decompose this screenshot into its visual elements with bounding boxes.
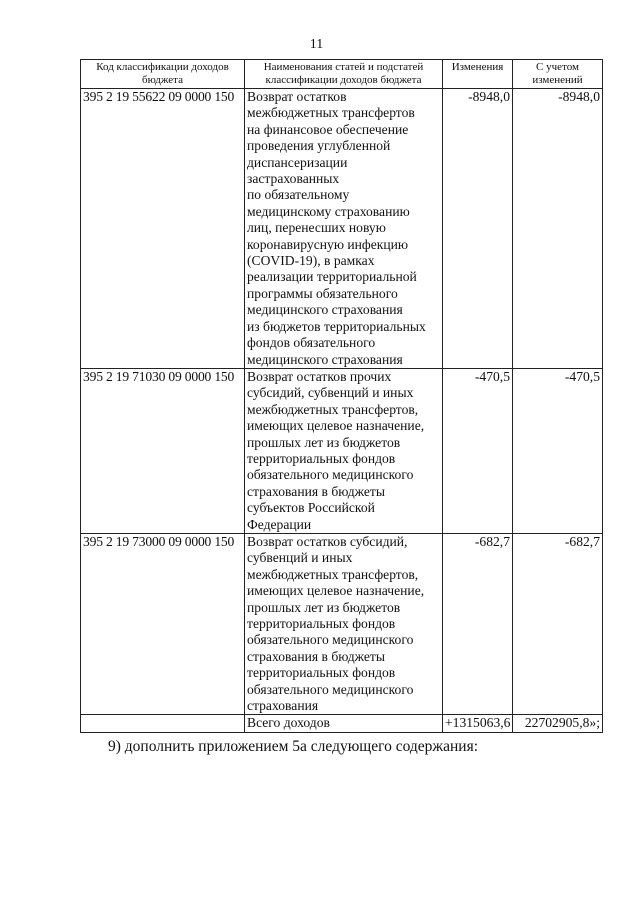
total-value: 22702905,8»;: [513, 715, 603, 732]
row-name-line: прошлых лет из бюджетов: [247, 434, 401, 450]
row-name-line: территориальных фондов: [247, 665, 396, 681]
table-row: [81, 533, 603, 714]
row-name-line: субъектов Российской: [247, 500, 375, 516]
page-number: 11: [309, 37, 324, 52]
total-label: Всего доходов: [245, 715, 443, 732]
row-name-line: межбюджетных трансфертов,: [247, 401, 419, 417]
row-name-line: диспансеризации: [247, 154, 348, 170]
row-name-line: субсидий, субвенций и иных: [247, 385, 414, 401]
row-name-line: обязательного медицинского: [247, 632, 414, 648]
row-name-line: лиц, перенесших новую: [247, 220, 386, 236]
header-total: С учетом изменений: [513, 60, 603, 89]
row-name-line: застрахованных: [247, 171, 340, 187]
row-name-line: обязательного медицинского: [247, 467, 414, 483]
row-name-line: (COVID-19), в рамках: [247, 253, 375, 269]
row-total: -8948,0: [513, 89, 603, 369]
row-name-line: на финансовое обеспечение: [247, 121, 409, 137]
row-name-line: страхования в бюджеты: [247, 648, 385, 664]
row-name-line: медицинскому страхованию: [247, 203, 410, 219]
row-name-line: Возврат остатков субсидий,: [247, 533, 408, 549]
row-name-line: проведения углубленной: [247, 138, 391, 154]
row-change: -682,7: [443, 533, 513, 714]
table-total-row: [81, 715, 603, 732]
row-name-line: территориальных фондов: [247, 450, 396, 466]
row-name-line: медицинского страхования: [247, 302, 403, 318]
total-change: +1315063,6: [443, 715, 513, 732]
table-row: [81, 89, 603, 369]
row-name-line: коронавирусную инфекцию: [247, 236, 409, 252]
row-name-line: фондов обязательного: [247, 335, 376, 351]
revenue-changes-table: [80, 59, 603, 733]
row-name-line: межбюджетных трансфертов,: [247, 566, 419, 582]
header-name: Наименования статей и подстатей классификации доходов бюджета: [245, 60, 443, 89]
row-name-line: субвенций и иных: [247, 550, 353, 566]
row-name-line: страхования в бюджеты: [247, 483, 385, 499]
row-name-line: по обязательному: [247, 187, 350, 203]
row-name-line: медицинского страхования: [247, 351, 403, 367]
row-name: [245, 368, 443, 533]
row-name: [245, 533, 443, 714]
row-name-line: обязательного медицинского: [247, 681, 414, 697]
row-name-line: Возврат остатков: [247, 89, 347, 104]
row-name-line: имеющих целевое назначение,: [247, 583, 425, 599]
row-name-line: страхования: [247, 698, 319, 714]
row-name-line: программы обязательного: [247, 285, 398, 301]
row-name-line: территориальных фондов: [247, 616, 396, 631]
row-name-line: из бюджетов территориальных: [247, 318, 426, 334]
row-total: -682,7: [513, 533, 603, 714]
row-name-line: прошлых лет из бюджетов: [247, 599, 401, 615]
row-name-line: Федерации: [247, 516, 312, 532]
row-code: 395 2 19 55622 09 0000 150: [81, 89, 245, 369]
row-change: -8948,0: [443, 89, 513, 369]
table-header-row: [81, 60, 603, 89]
header-change: Изменения: [443, 60, 513, 89]
row-name-line: Возврат остатков прочих: [247, 368, 392, 384]
row-name-line: имеющих целевое назначение,: [247, 418, 425, 434]
row-change: -470,5: [443, 368, 513, 533]
table-row: [81, 368, 603, 533]
total-code: [81, 715, 245, 732]
amendment-item-9: 9) дополнить приложением 5а следующего содержания:: [108, 738, 479, 755]
row-name-line: реализации территориальной: [247, 269, 417, 285]
row-code: 395 2 19 73000 09 0000 150: [81, 533, 245, 714]
row-total: -470,5: [513, 368, 603, 533]
row-name-line: межбюджетных трансфертов: [247, 105, 415, 121]
header-code: Код классификации доходов бюджета: [81, 60, 245, 89]
row-name: [245, 89, 443, 369]
row-code: 395 2 19 71030 09 0000 150: [81, 368, 245, 533]
